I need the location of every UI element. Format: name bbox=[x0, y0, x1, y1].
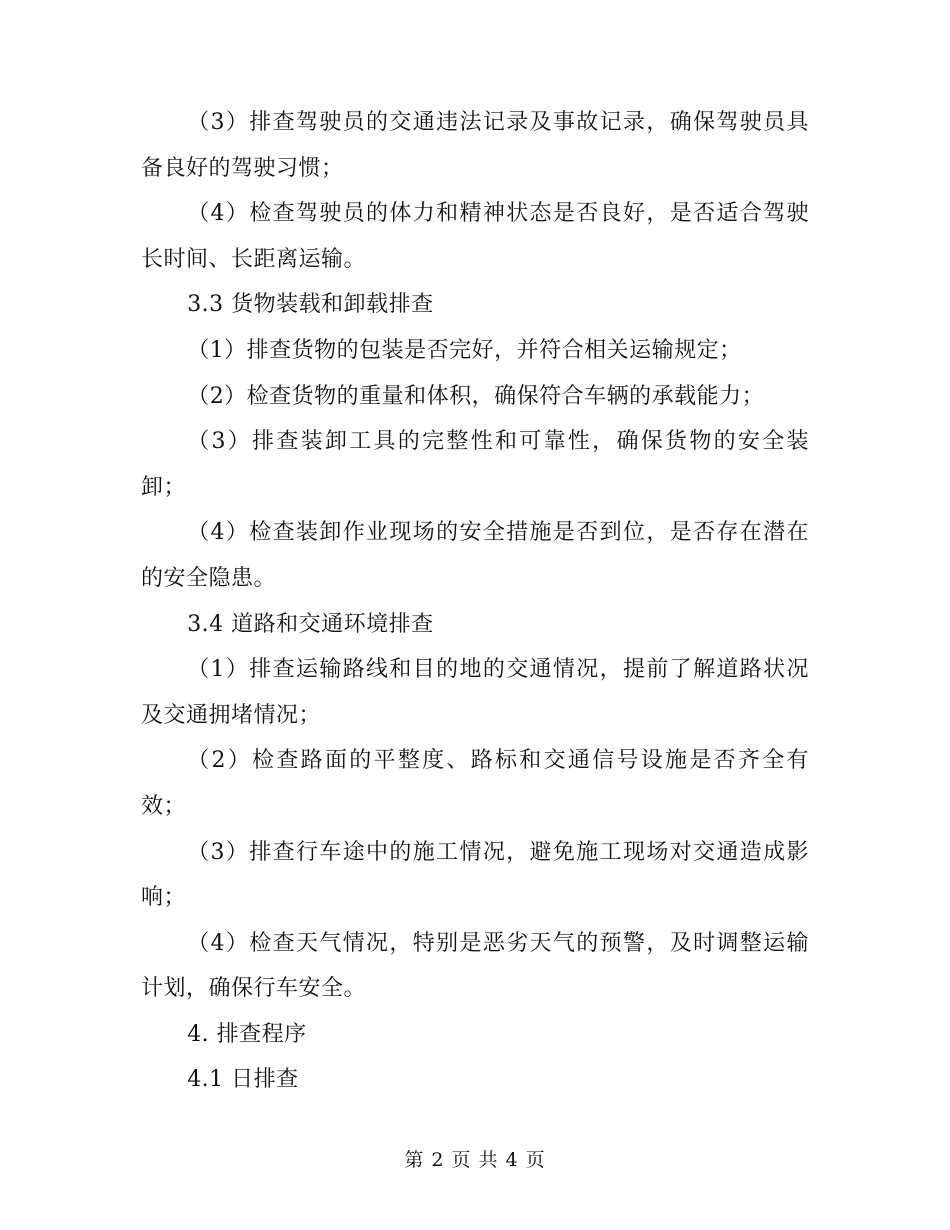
paragraph-3-4-item-3: （3）排查行车途中的施工情况，避免施工现场对交通造成影响； bbox=[141, 839, 809, 911]
paragraph-3-4-item-2: （2）检查路面的平整度、路标和交通信号设施是否齐全有效； bbox=[141, 748, 809, 819]
document-body bbox=[141, 100, 809, 1103]
page-number-footer: 第 2 页 共 4 页 bbox=[404, 1149, 546, 1171]
paragraph-3-4-item-4: （4）检查天气情况，特别是恶劣天气的预警，及时调整运输计划，确保行车安全。 bbox=[141, 930, 809, 1002]
paragraph-3-4-item-1: （1）排查运输路线和目的地的交通情况，提前了解道路状况及交通拥堵情况； bbox=[141, 657, 809, 728]
paragraph-3-3-item-4: （4）检查装卸作业现场的安全措施是否到位，是否存在潜在的安全隐患。 bbox=[141, 520, 809, 591]
paragraph-3-3-item-2: （2）检查货物的重量和体积，确保符合车辆的承载能力； bbox=[187, 383, 765, 409]
paragraph-3-2-item-4: （4）检查驾驶员的体力和精神状态是否良好，是否适合驾驶长时间、长距离运输。 bbox=[141, 201, 809, 272]
section-heading-4-1: 4.1 日排查 bbox=[187, 1067, 299, 1093]
paragraph-3-2-item-3: （3）排查驾驶员的交通违法记录及事故记录，确保驾驶员具备良好的驾驶习惯； bbox=[141, 110, 809, 181]
section-heading-3-4: 3.4 道路和交通环境排查 bbox=[187, 611, 434, 637]
section-heading-3-3: 3.3 货物装载和卸载排查 bbox=[187, 292, 434, 318]
paragraph-3-3-item-1: （1）排查货物的包装是否完好，并符合相关运输规定； bbox=[187, 337, 742, 363]
section-heading-4: 4. 排查程序 bbox=[187, 1021, 307, 1047]
paragraph-3-3-item-3: （3）排查装卸工具的完整性和可靠性，确保货物的安全装卸； bbox=[141, 429, 809, 500]
